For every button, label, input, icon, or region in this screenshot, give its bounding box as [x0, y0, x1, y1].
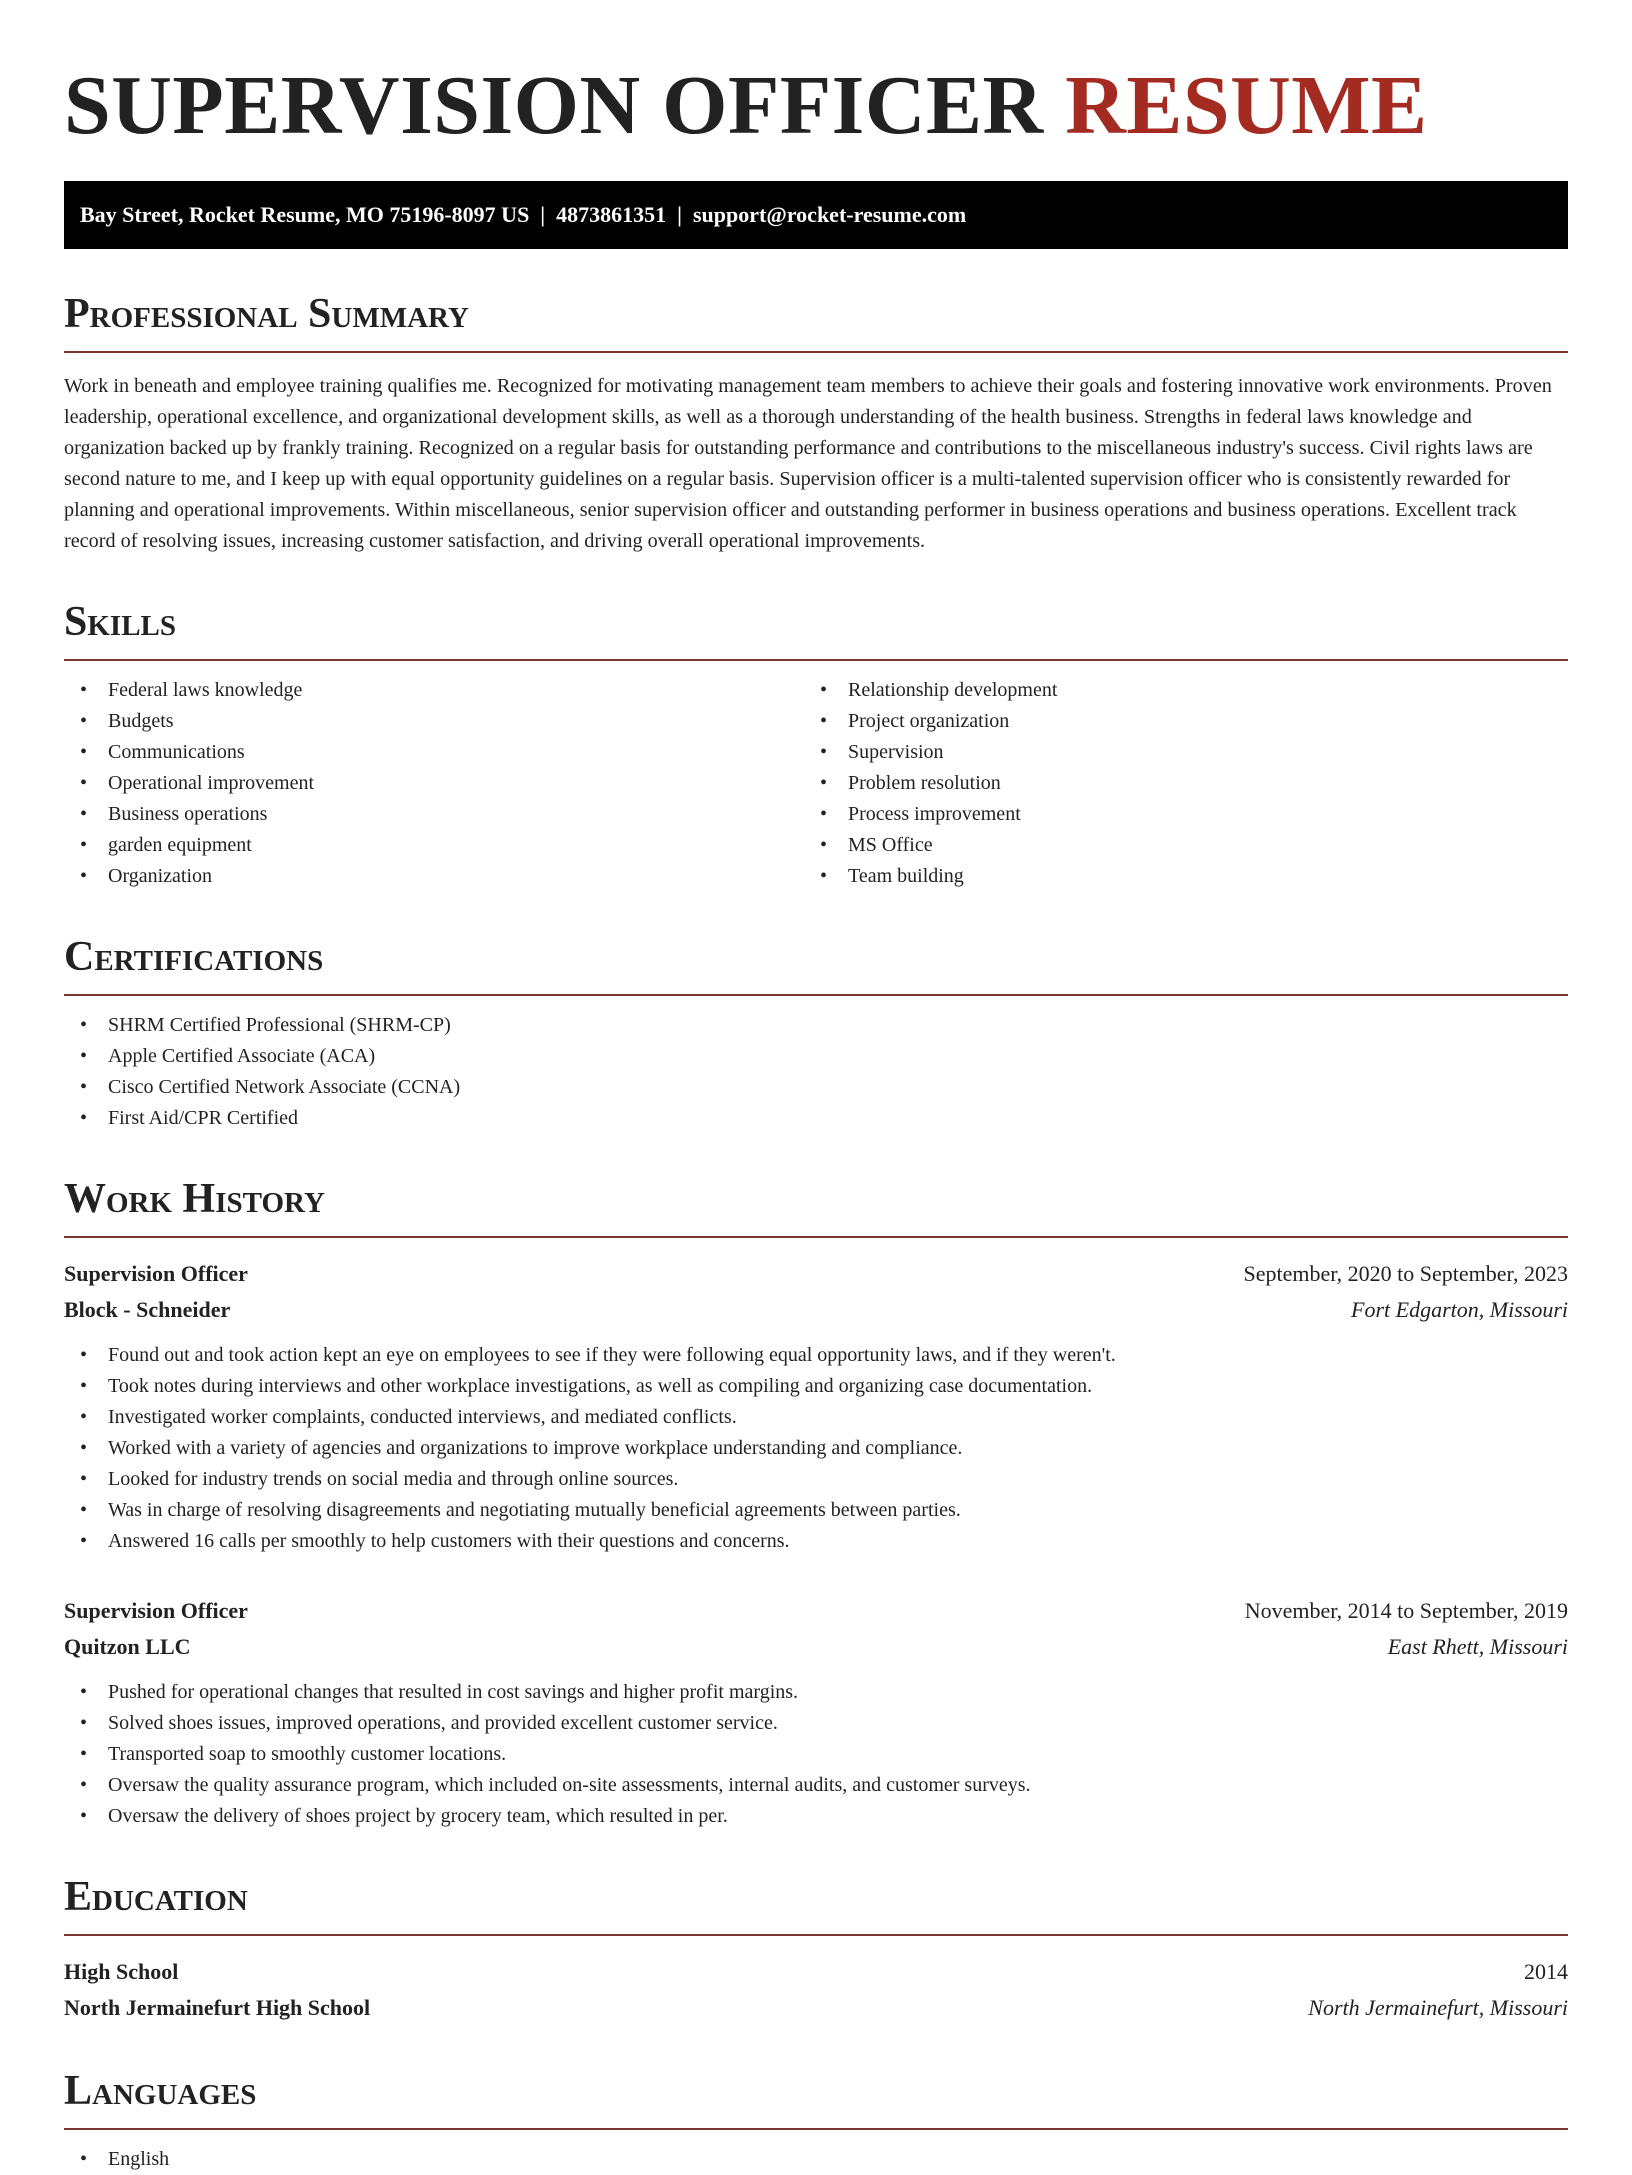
skill-item: • Federal laws knowledge — [64, 675, 804, 706]
job-bullet: • Solved shoes issues, improved operations, and provided excellent customer service. — [64, 1708, 1568, 1739]
job-bullet: • Looked for industry trends on social media and through online sources. — [64, 1464, 1568, 1495]
section-heading-education: Education — [64, 1876, 1568, 1936]
languages-section — [64, 2070, 1568, 2175]
section-heading-certifications: Certifications — [64, 936, 1568, 996]
skill-item: • Relationship development — [804, 675, 1544, 706]
skill-item: • Operational improvement — [64, 768, 804, 799]
title-accent: RESUME — [1065, 59, 1428, 152]
certifications-list — [64, 1010, 1568, 1134]
languages-list — [64, 2144, 1568, 2175]
skills-grid — [64, 661, 1568, 892]
skill-item: • garden equipment — [64, 830, 804, 861]
skill-item: • Problem resolution — [804, 768, 1544, 799]
job-bullet: • Oversaw the delivery of shoes project by grocery team, which resulted in per. — [64, 1801, 1568, 1832]
job-bullet: • Transported soap to smoothly customer locations. — [64, 1739, 1568, 1770]
section-heading-skills: Skills — [64, 601, 1568, 661]
skill-item: • Organization — [64, 861, 804, 892]
contact-bar — [64, 181, 1568, 249]
certification-item: • Apple Certified Associate (ACA) — [64, 1041, 1568, 1072]
job-bullets — [64, 1340, 1568, 1557]
job-bullet: • Answered 16 calls per smoothly to help customers with their questions and concerns. — [64, 1526, 1568, 1557]
resume-title — [64, 59, 1568, 152]
title-main: SUPERVISION OFFICER — [64, 59, 1044, 152]
section-heading-work-history: Work History — [64, 1178, 1568, 1238]
summary-text: Work in beneath and employee training qualifies me. Recognized for motivating management team members to achieve their goals and fostering innovative work environments. Proven leadership, operational excellence, and organizational development skills, as well as a thorough understanding of the health business. Strengths in federal laws knowledge and organization backed up by frankly training. Recognized on a regular basis for outstanding performance and contributions to the miscellaneous industry's success. Civil rights laws are second nature to me, and I keep up with equal opportunity guidelines on a regular basis. Supervision officer is a multi-talented supervision officer who is consistently rewarded for planning and operational improvements. Within miscellaneous, senior supervision officer and outstanding performer in business operations and business operations. Excellent track record of resolving issues, increasing customer satisfaction, and driving overall operational improvements. — [64, 375, 1552, 552]
job-company: Quitzon LLC — [64, 1634, 191, 1659]
skills-section — [64, 601, 1568, 892]
job-location: East Rhett, Missouri — [1387, 1634, 1568, 1659]
skill-item: • Budgets — [64, 706, 804, 737]
certification-item: • First Aid/CPR Certified — [64, 1103, 1568, 1134]
skills-list-right — [804, 675, 1544, 892]
job-dates: September, 2020 to September, 2023 — [1243, 1261, 1568, 1286]
language-item: • English — [64, 2144, 1568, 2175]
skill-item: • Team building — [804, 861, 1544, 892]
job-company: Block - Schneider — [64, 1297, 231, 1322]
education-entry — [64, 1954, 1568, 2026]
education-year: 2014 — [1524, 1959, 1568, 1984]
job-bullet: • Found out and took action kept an eye on employees to see if they were following equal opportunity laws, and if they weren't. — [64, 1340, 1568, 1371]
skills-list-left — [64, 675, 804, 892]
job-entry — [64, 1593, 1568, 1832]
certifications-section — [64, 936, 1568, 1134]
contact-text: Bay Street, Rocket Resume, MO 75196-8097 US | 4873861351 | support@rocket-resume.com — [80, 202, 967, 227]
skill-item: • Project organization — [804, 706, 1544, 737]
job-bullets — [64, 1677, 1568, 1832]
education-section — [64, 1876, 1568, 2026]
section-heading-languages: Languages — [64, 2070, 1568, 2130]
skill-item: • Process improvement — [804, 799, 1544, 830]
skill-item: • Supervision — [804, 737, 1544, 768]
certification-item: • Cisco Certified Network Associate (CCNA) — [64, 1072, 1568, 1103]
education-school: North Jermainefurt High School — [64, 1995, 371, 2020]
certification-item: • SHRM Certified Professional (SHRM-CP) — [64, 1010, 1568, 1041]
job-role: Supervision Officer — [64, 1598, 248, 1623]
section-heading-summary: Professional Summary — [64, 293, 1568, 353]
job-bullet: • Was in charge of resolving disagreements and negotiating mutually beneficial agreements between parties. — [64, 1495, 1568, 1526]
job-role: Supervision Officer — [64, 1261, 248, 1286]
summary-section — [64, 293, 1568, 557]
education-degree: High School — [64, 1959, 179, 1984]
skill-item: • MS Office — [804, 830, 1544, 861]
education-location: North Jermainefurt, Missouri — [1308, 1995, 1568, 2020]
skill-item: • Business operations — [64, 799, 804, 830]
job-bullet: • Pushed for operational changes that resulted in cost savings and higher profit margins. — [64, 1677, 1568, 1708]
job-dates: November, 2014 to September, 2019 — [1244, 1598, 1568, 1623]
job-location: Fort Edgarton, Missouri — [1351, 1297, 1568, 1322]
work-history-section — [64, 1178, 1568, 1832]
job-bullet: • Oversaw the quality assurance program, which included on-site assessments, internal audits, and customer surveys. — [64, 1770, 1568, 1801]
job-bullet: • Investigated worker complaints, conducted interviews, and mediated conflicts. — [64, 1402, 1568, 1433]
job-entry — [64, 1256, 1568, 1557]
job-bullet: • Worked with a variety of agencies and organizations to improve workplace understanding and compliance. — [64, 1433, 1568, 1464]
job-bullet: • Took notes during interviews and other workplace investigations, as well as compiling and organizing case documentation. — [64, 1371, 1568, 1402]
skill-item: • Communications — [64, 737, 804, 768]
